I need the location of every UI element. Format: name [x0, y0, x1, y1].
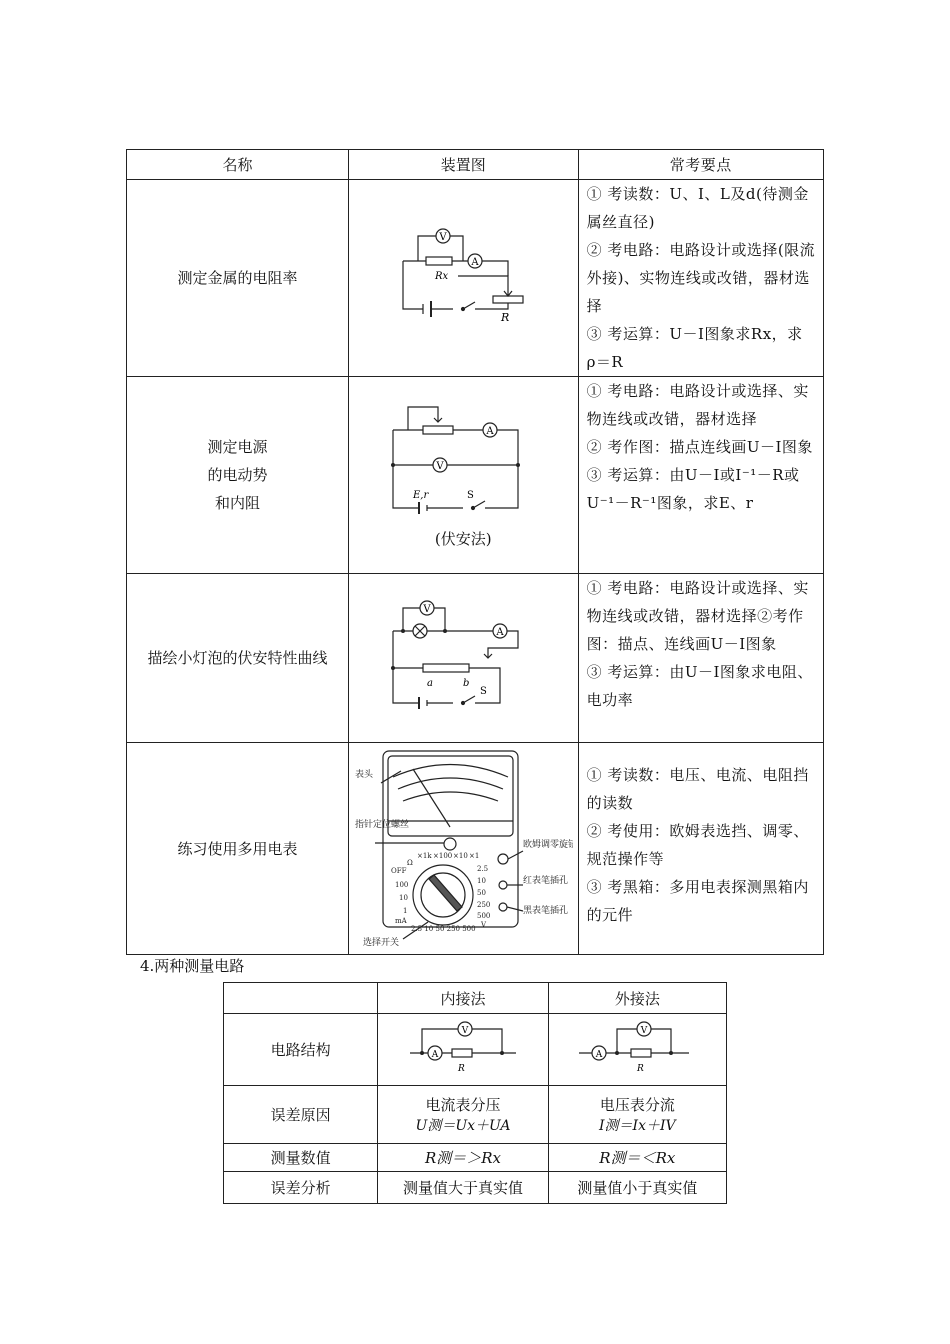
header-blank: [224, 983, 378, 1014]
label-red-jack: 红表笔插孔: [523, 875, 569, 886]
point-item: ① 考读数：U、I、L及d(待测金属丝直径): [586, 185, 809, 231]
ammeter-label: A: [486, 425, 494, 437]
svg-text:R: R: [458, 1063, 465, 1074]
table-row: [127, 377, 824, 574]
svg-text:mA: mA: [395, 916, 407, 925]
header-inner: 内接法: [378, 983, 548, 1014]
header-figure: 装置图: [348, 150, 578, 180]
header-row: [224, 983, 727, 1014]
svg-text:OFF: OFF: [391, 866, 407, 875]
point-item: ③ 考运算：由U－I图象求电阻、电功率: [586, 663, 813, 709]
circuit-figure-resistivity: [348, 180, 578, 377]
row-label: 电路结构: [224, 1014, 378, 1086]
table-row: [127, 743, 824, 955]
slider-end-b: b: [463, 678, 470, 689]
svg-text:A: A: [431, 1049, 439, 1060]
circuit-diagram: [383, 402, 543, 522]
ammeter-label: A: [471, 257, 479, 268]
label-zero-screw: 指针定位螺丝: [355, 819, 410, 830]
point-item: ③ 考运算：U－I图象求Rx，求 ρ＝R: [586, 325, 803, 371]
svg-text:1: 1: [403, 906, 408, 915]
table-row: [224, 1172, 727, 1204]
svg-text:50: 50: [477, 888, 487, 897]
ammeter-label: A: [496, 627, 504, 638]
header-points: 常考要点: [578, 150, 823, 180]
svg-text:×100: ×100: [433, 851, 453, 860]
voltmeter-label: V: [439, 232, 447, 243]
outer-connection-circuit: [577, 1019, 697, 1077]
svg-text:250: 250: [477, 900, 491, 909]
switch-label: S: [467, 489, 475, 501]
points-cell: [578, 574, 823, 743]
header-name: 名称: [127, 150, 349, 180]
table-row: [224, 1144, 727, 1172]
header-outer: 外接法: [548, 983, 726, 1014]
svg-text:2.5: 2.5: [477, 864, 489, 873]
row-label: 误差原因: [224, 1086, 378, 1144]
row-name: 测定金属的电阻率: [127, 180, 349, 377]
circuit-figure-emf: [348, 377, 578, 574]
svg-text:V: V: [641, 1025, 648, 1036]
inner-circuit-cell: [378, 1014, 548, 1086]
point-item: ② 考作图：描点连线画U－I图象: [586, 438, 813, 456]
outer-error-cell: 电压表分流 I测＝Ix＋IV: [548, 1086, 726, 1144]
rx-label: Rx: [435, 271, 449, 282]
outer-analysis-cell: 测量值小于真实值: [548, 1172, 726, 1204]
circuit-diagram: [383, 596, 543, 716]
svg-text:10: 10: [399, 893, 409, 902]
figure-caption: (伏安法): [434, 529, 492, 548]
outer-circuit-cell: [548, 1014, 726, 1086]
row-name-line: 和内阻: [214, 494, 260, 512]
multimeter-diagram: [353, 747, 573, 947]
point-item: ① 考电路：电路设计或选择、实物连线或改错，器材选择②考作图：描点、连线画U－I图象: [586, 579, 809, 653]
point-item: ③ 考黑箱：多用电表探测黑箱内的元件: [586, 878, 809, 924]
svg-text:×1: ×1: [469, 851, 480, 860]
svg-text:Ω: Ω: [407, 858, 414, 867]
outer-value-cell: R测＝＜Rx: [548, 1144, 726, 1172]
circuit-diagram: [383, 221, 543, 331]
points-cell: [578, 180, 823, 377]
svg-text:A: A: [596, 1049, 603, 1060]
rheostat-label: R: [501, 311, 510, 324]
svg-text:500: 500: [477, 911, 491, 920]
point-item: ② 考电路：电路设计或选择(限流外接)、实物连线或改错，器材选择: [586, 241, 816, 315]
inner-value-cell: R测＝＞Rx: [378, 1144, 548, 1172]
svg-text:100: 100: [395, 880, 409, 889]
label-ohm-zero-knob: 欧姆调零旋钮: [523, 839, 574, 850]
label-selector-switch: 选择开关: [363, 937, 400, 947]
table-row: [127, 574, 824, 743]
inner-connection-circuit: [408, 1019, 518, 1077]
row-name: 描绘小灯泡的伏安特性曲线: [127, 574, 349, 743]
svg-text:2.5 10 50 250 500: 2.5 10 50 250 500: [411, 924, 476, 933]
label-black-jack: 黑表笔插孔: [523, 905, 569, 916]
svg-text:V: V: [481, 920, 487, 929]
slider-end-a: a: [427, 678, 434, 689]
inner-analysis-cell: 测量值大于真实值: [378, 1172, 548, 1204]
points-cell: [578, 377, 823, 574]
table-row: [224, 1014, 727, 1086]
svg-text:×1k: ×1k: [417, 851, 432, 860]
measurement-circuit-table: [223, 982, 727, 1204]
section-title: 4.两种测量电路: [140, 957, 245, 975]
row-name-line: 的电动势: [207, 466, 268, 484]
label-meter-head: 表头: [355, 769, 374, 780]
svg-text:10: 10: [477, 876, 487, 885]
svg-text:×10: ×10: [453, 851, 469, 860]
voltmeter-label: V: [436, 460, 444, 472]
svg-text:R: R: [637, 1063, 645, 1074]
point-item: ② 考使用：欧姆表选挡、调零、规范操作等: [586, 822, 809, 868]
row-label: 测量数值: [224, 1144, 378, 1172]
row-name-line: 测定电源: [207, 438, 268, 456]
svg-text:V: V: [461, 1025, 469, 1036]
table-row: [127, 180, 824, 377]
row-name: [127, 377, 349, 574]
row-label: 误差分析: [224, 1172, 378, 1204]
point-item: ① 考电路：电路设计或选择、实物连线或改错，器材选择: [586, 382, 809, 428]
multimeter-figure: [348, 743, 578, 955]
row-name: 练习使用多用电表: [127, 743, 349, 955]
point-item: ③ 考运算：由U－I或I⁻¹－R或U⁻¹－R⁻¹图象，求E、r: [586, 466, 800, 512]
switch-label: S: [480, 686, 488, 697]
header-row: [127, 150, 824, 180]
experiment-table: [126, 149, 824, 955]
point-item: ① 考读数：电压、电流、电阻挡的读数: [586, 766, 809, 812]
table-row: [224, 1086, 727, 1144]
voltmeter-label: V: [423, 604, 431, 615]
emf-label: E,r: [413, 489, 429, 501]
inner-error-cell: 电流表分压 U测＝Ux＋UA: [378, 1086, 548, 1144]
circuit-figure-lamp: [348, 574, 578, 743]
points-cell: [578, 743, 823, 955]
